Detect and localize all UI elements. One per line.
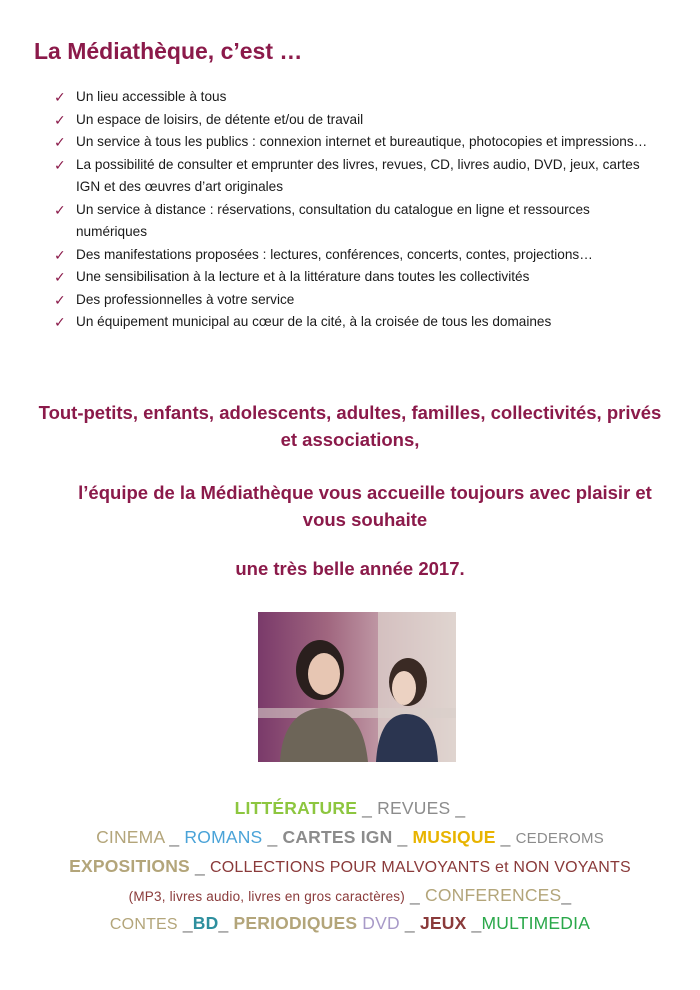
separator: _ xyxy=(495,827,516,847)
word-mp3-note: (MP3, livres audio, livres en gros caractères) xyxy=(128,889,405,904)
separator: _ xyxy=(466,913,482,933)
separator: _ xyxy=(404,885,426,905)
check-icon: ✓ xyxy=(54,246,66,263)
team-photo-image xyxy=(258,612,456,762)
list-item-text: Un équipement municipal au cœur de la cité, à la croisée de tous les domaines xyxy=(76,314,552,329)
greeting-paragraph xyxy=(0,479,700,533)
word-revues: REVUES xyxy=(377,798,451,818)
separator: _ xyxy=(392,827,413,847)
separator: _ xyxy=(189,856,210,876)
list-item-text: Des professionnelles à votre service xyxy=(76,291,295,307)
list-item xyxy=(50,244,650,267)
list-item xyxy=(50,289,650,312)
word-dvd: DVD xyxy=(357,913,400,933)
word-cloud-line-2 xyxy=(0,823,700,853)
list-item xyxy=(50,266,650,289)
audience-text: Tout-petits, enfants, adolescents, adultes, familles, collectivités, privés et associations, xyxy=(38,402,662,450)
separator: _ xyxy=(218,913,234,933)
separator: _ xyxy=(177,913,193,933)
audience-paragraph xyxy=(0,399,700,453)
word-cloud-line-1 xyxy=(0,794,700,823)
check-icon: ✓ xyxy=(54,314,66,330)
list-item-text: Un service à distance : réservations, consultation du catalogue en ligne et ressources numériques xyxy=(76,201,590,239)
word-cloud-line-3 xyxy=(0,852,700,882)
word-multimedia: MULTIMEDIA xyxy=(481,913,591,933)
list-item xyxy=(50,199,650,244)
list-item xyxy=(50,154,650,199)
services-list xyxy=(50,86,650,334)
separator: _ xyxy=(561,885,572,905)
list-item-text: Un service à tous les publics : connexion internet et bureautique, photocopies et impressions… xyxy=(76,134,648,149)
word-expositions: EXPOSITIONS xyxy=(69,856,190,876)
word-cinema: CINEMA xyxy=(96,827,165,847)
separator: _ xyxy=(450,798,466,818)
check-icon: ✓ xyxy=(54,269,66,285)
word-conferences: CONFERENCES xyxy=(425,885,562,905)
check-icon: ✓ xyxy=(54,134,66,150)
list-item xyxy=(50,311,650,334)
page-title: La Médiathèque, c’est … xyxy=(34,38,303,64)
word-cederoms: CEDEROMS xyxy=(515,830,604,847)
team-photo xyxy=(258,612,456,762)
list-item-text: Un lieu accessible à tous xyxy=(76,89,227,104)
word-cartes-ign: CARTES IGN xyxy=(282,827,393,847)
list-item xyxy=(50,86,650,109)
list-item-text: Un espace de loisirs, de détente et/ou de travail xyxy=(76,111,364,127)
word-collections: COLLECTIONS POUR MALVOYANTS et NON VOYANTS xyxy=(209,859,631,876)
word-contes: CONTES xyxy=(109,916,178,933)
separator: _ xyxy=(399,913,420,933)
word-bd: BD xyxy=(192,913,219,933)
word-romans: ROMANS xyxy=(184,827,263,847)
check-icon: ✓ xyxy=(54,89,66,105)
list-item-text: La possibilité de consulter et emprunter des livres, revues, CD, livres audio, DVD, jeux, cartes IGN et des œuvres d’art originales xyxy=(76,156,640,194)
greeting-text: l’équipe de la Médiathèque vous accueille toujours avec plaisir et vous souhaite xyxy=(78,482,652,530)
word-cloud-line-5 xyxy=(0,909,700,939)
check-icon: ✓ xyxy=(54,111,66,128)
word-periodiques: PERIODIQUES xyxy=(233,913,358,933)
check-icon: ✓ xyxy=(54,156,66,173)
separator: _ xyxy=(357,798,378,818)
list-item xyxy=(50,109,650,132)
check-icon: ✓ xyxy=(54,201,66,218)
word-litterature: LITTÉRATURE xyxy=(234,798,358,818)
word-jeux: JEUX xyxy=(419,913,467,933)
list-item-text: Des manifestations proposées : lectures, conférences, concerts, contes, projections… xyxy=(76,246,593,262)
separator: _ xyxy=(164,827,185,847)
check-icon: ✓ xyxy=(54,291,66,308)
list-item-text: Une sensibilisation à la lecture et à la littérature dans toutes les collectivités xyxy=(76,269,530,284)
list-item xyxy=(50,131,650,154)
word-musique: MUSIQUE xyxy=(412,827,496,847)
word-cloud-line-4 xyxy=(0,881,700,911)
wishes-line: une très belle année 2017. xyxy=(235,558,465,579)
separator: _ xyxy=(262,827,283,847)
